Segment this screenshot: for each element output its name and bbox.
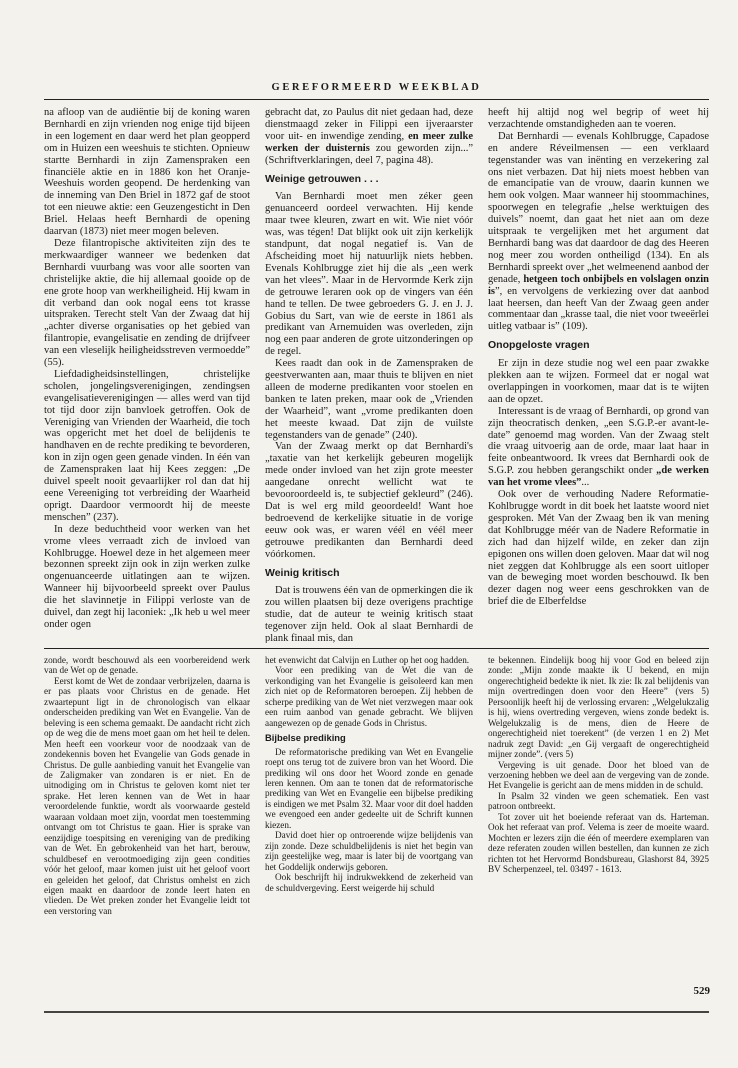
- section-divider: [44, 648, 709, 649]
- text-run: gebracht dat, zo Paulus dit niet gedaan had, deze dienstmaagd zeker in Filippi een ijveraarster voor uit- en inwendige zending,: [265, 107, 473, 142]
- section-heading: Weinig kritisch: [265, 566, 340, 579]
- upper-column-3: [488, 107, 709, 643]
- paragraph: Dat is trouwens één van de opmerkingen die ik zou willen plaatsen bij deze overigens prachtige studie, dat de auteur te weinig kritisch staat tegenover zijn held. Ook al slaat Bernhardi de plank finaal mis, dan: [265, 585, 473, 643]
- paragraph: Vergeving is uit genade. Door het bloed van de verzoening hebben we deel aan de vergeving van de zonde. Het Evangelie is gericht aan de mens midden in de schuld.: [488, 759, 709, 791]
- paragraph: [265, 107, 473, 167]
- bold-text: en meer zulke werken der duisternis: [265, 130, 473, 154]
- paragraph: te bekennen. Eindelijk boog hij voor God en beleed zijn zonde: „Mijn zonde maakte ik U bekend, en mijn ongerechtigheid bedekte ik niet. Ik zie: Ik zal belijdenis van mijn overtredingen doen voor den Heere” (vers 5) Persoonlijk heeft hij de verlossing ervaren: „Welgelukzalig is hij, wiens overtreding vergeven, wiens zonde bedekt is. Welgelukzalig is de mens, dien de Heere de ongerechtigheid niet toerekent” (de verzen 1 en 2) Met nadruk zegt David: „en Gij vergaaft de ongerechtigheid mijner zonde”. (vers 5): [488, 655, 709, 760]
- paragraph: heeft hij altijd nog wel begrip of weet hij verzachtende omstandigheden aan te voeren.: [488, 107, 709, 130]
- section-heading: Onopgeloste vragen: [488, 339, 590, 352]
- paragraph: Van der Zwaag merkt op dat Bernhardi's „taxatie van het kerkelijk gebeuren mogelijk mede onder invloed van het zijn grote meester aangedane onrecht wellicht wat te bevooroordeeld is, te subjectief gekleurd” (246). Dat is wel erg mild geoordeeld! Want hoe bedroevend de kerkelijke situatie in de vorige eeuw ook was, er waren véél en véél meer getrouwe predikanten dan Bernhardi deed vóórkomen.: [265, 441, 473, 560]
- paragraph: Er zijn in deze studie nog wel een paar zwakke plekken aan te wijzen. Formeel dat er nogal wat overlappingen in voorkomen, maar dat is te wijten aan de opzet.: [488, 358, 709, 405]
- text-run: ”, en vervolgens de verkiezing over dat aanbod laat heersen, dan heeft Van der Zwaag geen ander commentaar dan „krasse taal, die niet voor tweeërlei uitleg vatbaar is” (109).: [488, 285, 709, 333]
- paragraph: [488, 406, 709, 489]
- paragraph: Eerst komt de Wet de zondaar verbrijzelen, daarna is er pas plaats voor Christus en de genade. Het zwaartepunt ligt in de chronologisch van elkaar onderscheiden prediking van Wet en Evangelie. Van de beleving is een schema gemaakt. De aandacht richt zich op de weg die de mens moet gaan om het heil te delen. Men heeft een voorkeur voor de noodzaak van de zondekennis boven het Evangelie van Gods genade in Christus. De gulle aanbieding vanuit het Evangelie van de Zaligmaker van zondaren is er niet. En de uitnodiging om in Christus te geloven komt niet ter sprake. Het leren kennen van de Wet in haar veroordelende funktie, wordt als voorwaarde gesteld waaraan voldaan moet zijn, voordat men toestemming ontvangt om tot Christus te gaan. Hier is sprake van eenzijdige toespitsing en vereniging van de prediking van de Wet. En gebrokenheid van het hart, berouw, schuldbesef en verootmoediging zijn geen condities vóór het geloof, maar komen juist uit het geloof voort en geleiden het geloof, dat Christus omhelst en zich eigen maakt en daardoor de zonde leert haten en vlieden. De Wet preken zonder het Evangelie leidt tot een verstoring van: [44, 675, 250, 916]
- section-heading: Bijbelse prediking: [265, 732, 346, 744]
- masthead: GEREFORMEERD WEEKBLAD: [271, 82, 482, 93]
- upper-column-2: [265, 107, 473, 643]
- lower-column-1: [44, 655, 250, 977]
- paragraph: Deze filantropische aktiviteiten zijn des te merkwaardiger wanneer we bedenken dat Bernhardi vuurbang was voor alle soorten van christelijke aktie, die hij allemaal gooide op de ene grote hoop van werkheiligheid. Hij kwam in dit verband dan ook nogal eens tot krasse uitspraken. Terecht stelt Van der Zwaag dat hij „achter diverse organisaties op het gebied van filantropie, evangelisatie en zending de drijfveer van een vleselijk heiligheidsstreven vermoedde” (55).: [44, 237, 250, 369]
- paragraph: In deze beduchtheid voor werken van het vrome vlees verraadt zich de invloed van Kohlbrugge. Hoewel deze in het algemeen meer bezonnen spreekt zijn ook in zijn werken zulke ongenuanceerde uitlatingen aan te wijzen. Wanneer hij bijvoorbeeld spreekt over Paulus die het slavinnetje in Filippi verloste van de duivel, dan zegt hij laconiek: „Ik heb u wel meer onder ogen: [44, 523, 250, 630]
- paragraph: Van Bernhardi moet men zéker geen genuanceerd oordeel verwachten. Hij kende maar twee kleuren, zwart en wit. Wie niet vóór was, was tégen! Dat blijkt ook uit zijn kerkelijk standpunt, dat nogal negatief is. Van de Afscheiding moet hij natuurlijk niets hebben. Evenals Kohlbrugge ziet hij die als „een werk van het vlees”. Maar in de Hervormde Kerk zijn de getrouwe leraren ook op de vingers van één hand te tellen. De twee gebroeders G. J. en J. J. Gobius du Sart, van wie de eerste in 1861 als predikant van Arnemuiden was overleden, zijn nog een paar anderen de grote uitzonderingen op de regel.: [265, 191, 473, 358]
- paragraph: Ook beschrijft hij indrukwekkend de zekerheid van de schuldvergeving. Eerst weigerde hij schuld: [265, 872, 473, 893]
- text-run: ...: [581, 477, 590, 489]
- paragraph: David doet hier op ontroerende wijze belijdenis van zijn zonde. Deze schuldbelijdenis is niet het begin van zijn geestelijke weg, maar is later bij de voortgang van het Goddelijk onderwijs geboren.: [265, 830, 473, 872]
- paragraph: [488, 131, 709, 333]
- bold-text: „de werken van het vrome vlees”: [488, 465, 709, 489]
- bold-text: hetgeen toch onbijbels en volslagen onzin is: [488, 273, 709, 297]
- lower-column-3: [488, 655, 709, 977]
- paragraph: na afloop van de audiëntie bij de koning waren Bernhardi en zijn vrienden nog enige tijd bijeen in een logement en daar werd het plan geopperd om in Huizen een weeshuis te stichten. Opnieuw startte Bernhardi in zijn Zamenspraken een financiële aktie en in 1886 kon het Oranje-Weeshuis worden geopend. De herdenking van de inneming van Den Briel in 1872 gaf de stoot tot een nieuwe aktie: een Geuzengesticht in Den Briel. Helaas heeft Bernhardi de opening daarvan (1873) niet meer mogen beleven.: [44, 107, 250, 238]
- lower-column-2: [265, 655, 473, 977]
- text-run: Dat Bernhardi — evenals Kohlbrugge, Capadose en andere Réveilmensen — een verklaard tegenstander was van inënting en verzekering zal ons niet verbazen. Dat hij niets moest hebben van de emancipatie van de vrouw, daarin kunnen we hem ook volgen. Maar wanneer hij stoommachines, spoorwegen en telegrafie „helse werktuigen des duivels” noemt, dan gaat het niet aan om deze uitspraak te vergelijken met het argument dat Bernhardi bang was dat daardoor de dag des Heeren nog meer zou worden ontheiligd (134). En als Bernhardi spreekt over „het welmeenend aanbod der genade,: [488, 130, 709, 285]
- footer-rule: [44, 1011, 709, 1013]
- paragraph: Tot zover uit het boeiende referaat van ds. Harteman. Ook het referaat van prof. Velema is zeer de moeite waard. Mochten er lezers zijn die één of meerdere exemplaren van deze referaten zouden willen bestellen, dan kunnen ze zich richten tot het Hervormd Bondsbureau, Glashorst 84, 3925 BV Scherpenzeel, tel. 03497 - 1613.: [488, 811, 709, 875]
- paragraph: Ook over de verhouding Nadere Reformatie-Kohlbrugge wordt in dit boek het laatste woord niet gesproken. Mét Van der Zwaag ben ik van mening dat Kohlbrugge méér van de Nadere Reformatie in zich had dan hijzelf wilde, en zeker dan zijn epigonen ons willen doen geloven. Maar dat wil nog niet zeggen dat Kohlbrugge als een soort uitloper van de beweging moet worden beschouwd. Ik ben dezer dagen nog weer eens geschrokken van de brief die de Elberfeldse: [488, 489, 709, 608]
- text-run: Interessant is de vraag of Bernhardi, op grond van zijn theocratisch denken, „een S.G.P.-er avant-le-date” genoemd mag worden. Van der Zwaag stelt die vraag uitvoerig aan de orde, maar laat haar in feite onbeantwoord. Ik vrees dat Bernhardi ook de S.G.P. zou hebben gerangschikt onder: [488, 405, 709, 477]
- paragraph: het evenwicht dat Calvijn en Luther op het oog hadden.: [265, 655, 470, 665]
- header-rule: [44, 99, 709, 100]
- paragraph: Kees raadt dan ook in de Zamenspraken de geestverwanten aan, maar thuis te blijven en niet alleen de moderne predikanten voor stoelen en banken te laten preken, maar ook de „Vrienden der Waarheid”, want „vrome predikanten doen het meeste kwaad. Dat zijn de vuilste tegenstanders van de genade” (240).: [265, 358, 473, 441]
- section-heading: Weinige getrouwen . . .: [265, 172, 379, 185]
- page-number: 529: [693, 985, 710, 997]
- paragraph: zonde, wordt beschouwd als een voorbereidend werk van de Wet op de genade.: [44, 655, 250, 676]
- upper-column-1: [44, 107, 250, 643]
- paragraph: In Psalm 32 vinden we geen schematiek. Een vast patroon ontbreekt.: [488, 790, 709, 812]
- paragraph: Liefdadigheidsinstellingen, christelijke scholen, jongelingsverenigingen, zendingsen evangelisatieverenigingen — alles werd van tijd tot tijd door zijn banvloek getroffen. Ook de Vereniging van Vrienden der Waarheid, die toch was opgericht met het doel de belijdenis te handhaven en de rechte prediking te bevorderen, kon in zijn ogen geen genade vinden. In één van de Zamenspraken laat hij Kees zeggen: „De duivel speelt nooit gevaarlijker rol dan dat hij eene Vereeniging tot verbreiding der Waarheid oprigt. Daardoor vermoordt hij de meeste menschen” (237).: [44, 368, 250, 523]
- paragraph: Voor een prediking van de Wet die van de verkondiging van het Evangelie is geïsoleerd kan men zich niet op de Reformatoren beroepen. Zij hebben de scherpe prediking van de Wet niet verzwegen maar ook een ruim aanbod van genade gebracht. We blijven aangewezen op de genade Gods in Christus.: [265, 665, 473, 728]
- text-run: zou geworden zijn...” (Schriftverklaringen, deel 7, pagina 48).: [265, 142, 473, 166]
- paragraph: De reformatorische prediking van Wet en Evangelie roept ons terug tot de zuivere bron van het Woord. Die prediking wil ons door het Woord zonde en genade leren kennen. Om aan te tonen dat de reformatorische prediking van Wet en Evangelie een bijbelse prediking is eindigen we met Psalm 32. Maar voor dit doel hadden we evengoed een ander gedeelte uit de Schrift kunnen kiezen.: [265, 746, 473, 830]
